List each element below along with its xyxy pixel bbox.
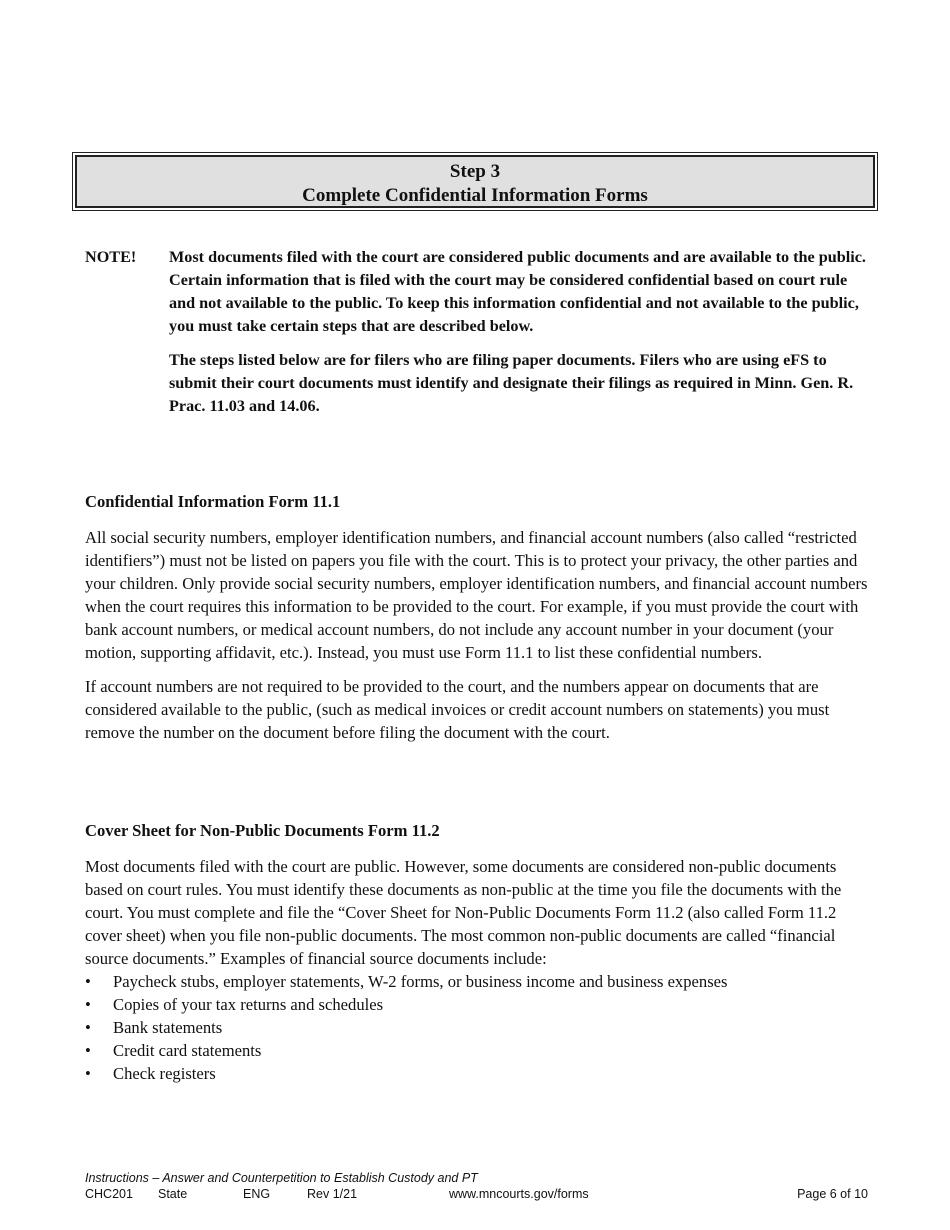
language: ENG xyxy=(243,1187,271,1201)
page-footer xyxy=(85,1170,870,1202)
note-block xyxy=(85,246,870,429)
section-paragraph: All social security numbers, employer identification numbers, and financial account numbers (also called “restricted identifiers”) must not be listed on papers you file with the court. This is to protect your privacy, the other parties and your children. Only provide social security numbers, employer identification numbers, and financial account numbers when the court requires this information to be provided to the court. For example, if you must provide the court with bank account numbers, or medical account numbers, do not include any account number in your document (your motion, supporting affidavit, etc.). Instead, you must use Form 11.1 to list these confidential numbers. xyxy=(85,528,868,662)
bullet-icon: • xyxy=(85,995,91,1014)
list-item xyxy=(85,993,870,1016)
section-heading: Cover Sheet for Non-Public Documents Form 11.2 xyxy=(85,821,440,840)
list-item xyxy=(85,1016,870,1039)
step-title: Complete Confidential Information Forms xyxy=(302,185,648,206)
bullet-icon: • xyxy=(85,1064,91,1083)
section-heading: Confidential Information Form 11.1 xyxy=(85,492,341,511)
step-header-inner xyxy=(75,155,875,208)
cover-sheet-section xyxy=(85,819,870,1085)
note-paragraph: Most documents filed with the court are considered public documents and are available to the public. Certain information that is filed with the court may be considered confidential based on court rule and not available to the public. To keep this information confidential and not available to the public, you must take certain steps that are described below. xyxy=(169,248,866,335)
step-number: Step 3 xyxy=(449,161,501,182)
list-item xyxy=(85,970,870,993)
list-item-text: Copies of your tax returns and schedules xyxy=(113,995,384,1014)
confidential-info-section xyxy=(85,490,870,755)
bullet-icon: • xyxy=(85,972,91,991)
note-paragraph: The steps listed below are for filers who are filing paper documents. Filers who are using eFS to submit their court documents must identify and designate their filings as required in Minn. Gen. R. Prac. 11.03 and 14.06. xyxy=(169,351,854,415)
list-item-text: Check registers xyxy=(113,1064,216,1083)
section-paragraph: Most documents filed with the court are public. However, some documents are considered non-public documents based on court rules. You must identify these documents as non-public at the time you file the documents with the court. You must complete and file the “Cover Sheet for Non-Public Documents Form 11.2 (also called Form 11.2 cover sheet) when you file non-public documents. The most common non-public documents are called “financial source documents.” Examples of financial source documents include: xyxy=(85,857,842,968)
revision: Rev 1/21 xyxy=(307,1187,358,1201)
list-item-text: Bank statements xyxy=(113,1018,223,1037)
list-item xyxy=(85,1039,870,1062)
footer-title: Instructions – Answer and Counterpetition to Establish Custody and PT xyxy=(85,1171,478,1185)
note-label: NOTE! xyxy=(85,248,137,266)
bullet-icon: • xyxy=(85,1018,91,1037)
jurisdiction: State xyxy=(158,1187,188,1201)
section-paragraph: If account numbers are not required to be provided to the court, and the numbers appear on documents that are considered available to the public, (such as medical invoices or credit account numbers on statements) you must remove the number on the document before filing the document with the court. xyxy=(85,677,830,742)
footer-meta-row xyxy=(85,1186,870,1202)
step-header-box xyxy=(72,152,878,211)
note-body xyxy=(169,246,870,418)
list-item-text: Credit card statements xyxy=(113,1041,262,1060)
document-examples-list xyxy=(85,970,870,1085)
list-item xyxy=(85,1062,870,1085)
form-code: CHC201 xyxy=(85,1187,133,1201)
list-item-text: Paycheck stubs, employer statements, W-2 forms, or business income and business expenses xyxy=(113,972,728,991)
bullet-icon: • xyxy=(85,1041,91,1060)
forms-url[interactable]: www.mncourts.gov/forms xyxy=(449,1187,589,1201)
page-number: Page 6 of 10 xyxy=(797,1187,868,1201)
